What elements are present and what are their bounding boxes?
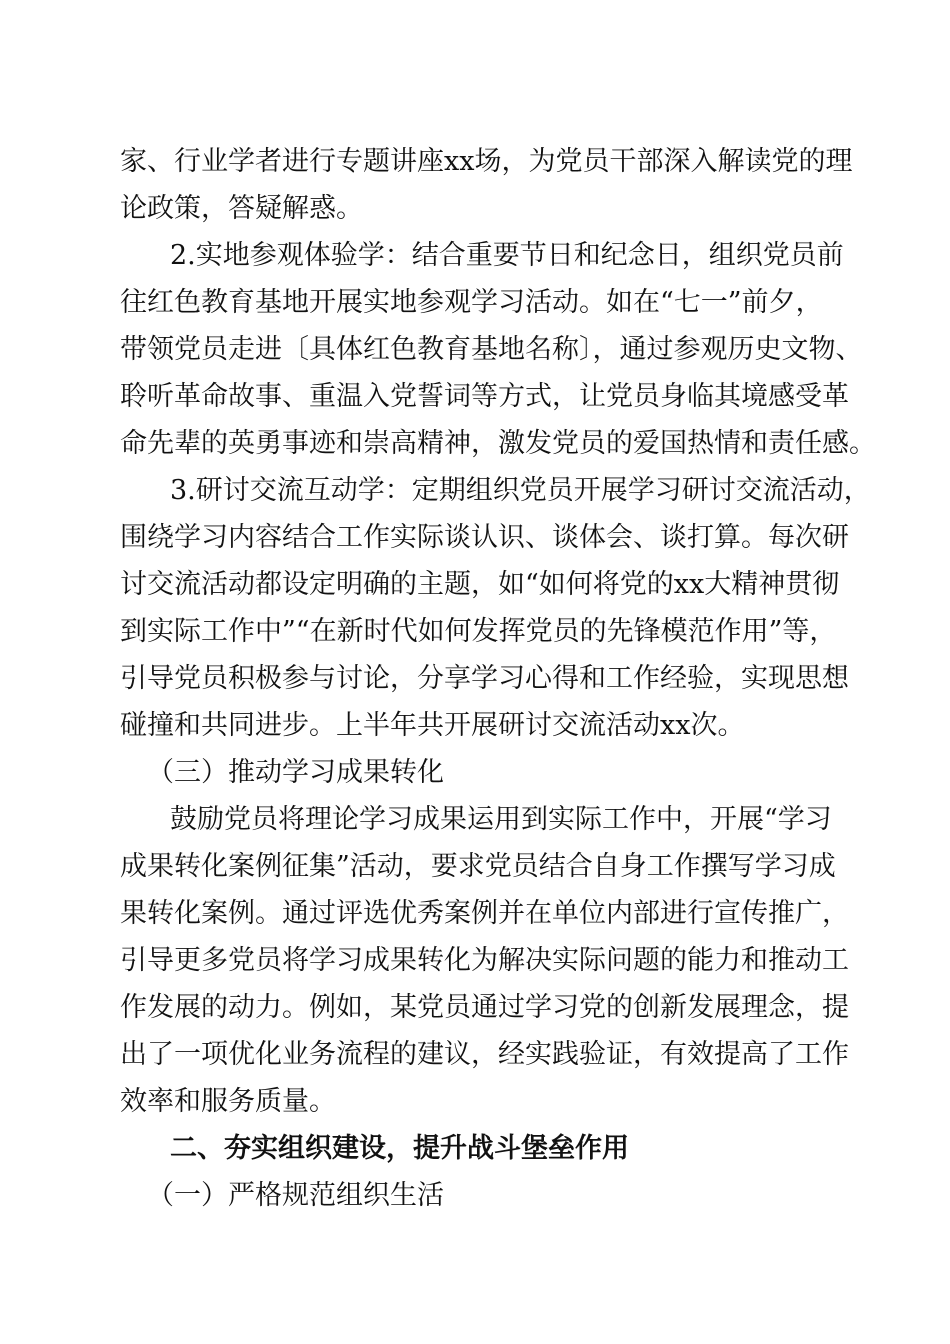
body-text-line: 带领党员走进〔具体红色教育基地名称〕，通过参观历史文物、 <box>120 334 863 365</box>
body-text-line: 家、行业学者进行专题讲座xx场，为党员干部深入解读党的理 <box>120 146 853 177</box>
section-subheading: （一）严格规范组织生活 <box>147 1180 444 1211</box>
body-text-line: 引导党员积极参与讨论，分享学习心得和工作经验，实现思想 <box>120 663 849 694</box>
body-text-line: 命先辈的英勇事迹和崇高精神，激发党员的爱国热情和责任感。 <box>120 428 876 459</box>
body-text-line: 效率和服务质量。 <box>120 1086 336 1117</box>
list-item-line: 2.实地参观体验学：结合重要节日和纪念日，组织党员前 <box>170 240 844 271</box>
body-text-line: 聆听革命故事、重温入党誓词等方式，让党员身临其境感受革 <box>120 381 849 412</box>
body-text-line: 往红色教育基地开展实地参观学习活动。如在“七一”前夕， <box>120 287 823 318</box>
body-text-line: 碰撞和共同进步。上半年共开展研讨交流活动xx次。 <box>120 710 745 741</box>
body-text-line: 引导更多党员将学习成果转化为解决实际问题的能力和推动工 <box>120 945 849 976</box>
list-item-line: 3.研讨交流互动学：定期组织党员开展学习研讨交流活动， <box>170 475 871 506</box>
section-heading: 二、夯实组织建设，提升战斗堡垒作用 <box>170 1133 629 1164</box>
body-text-line: 出了一项优化业务流程的建议，经实践验证，有效提高了工作 <box>120 1039 849 1070</box>
body-text-line: 论政策，答疑解惑。 <box>120 193 363 224</box>
body-text-line: 到实际工作中”“在新时代如何发挥党员的先锋模范作用”等， <box>120 616 837 647</box>
body-text-line: 成果转化案例征集”活动，要求党员结合自身工作撰写学习成 <box>120 851 836 882</box>
body-text-line: 果转化案例。通过评选优秀案例并在单位内部进行宣传推广， <box>120 898 849 929</box>
body-text-line: 鼓励党员将理论学习成果运用到实际工作中，开展“学习 <box>170 804 832 835</box>
section-subheading: （三）推动学习成果转化 <box>147 757 444 788</box>
body-text-line: 围绕学习内容结合工作实际谈认识、谈体会、谈打算。每次研 <box>120 522 849 553</box>
body-text-line: 作发展的动力。例如，某党员通过学习党的创新发展理念，提 <box>120 992 849 1023</box>
body-text-line: 讨交流活动都设定明确的主题，如“如何将党的xx大精神贯彻 <box>120 569 840 600</box>
